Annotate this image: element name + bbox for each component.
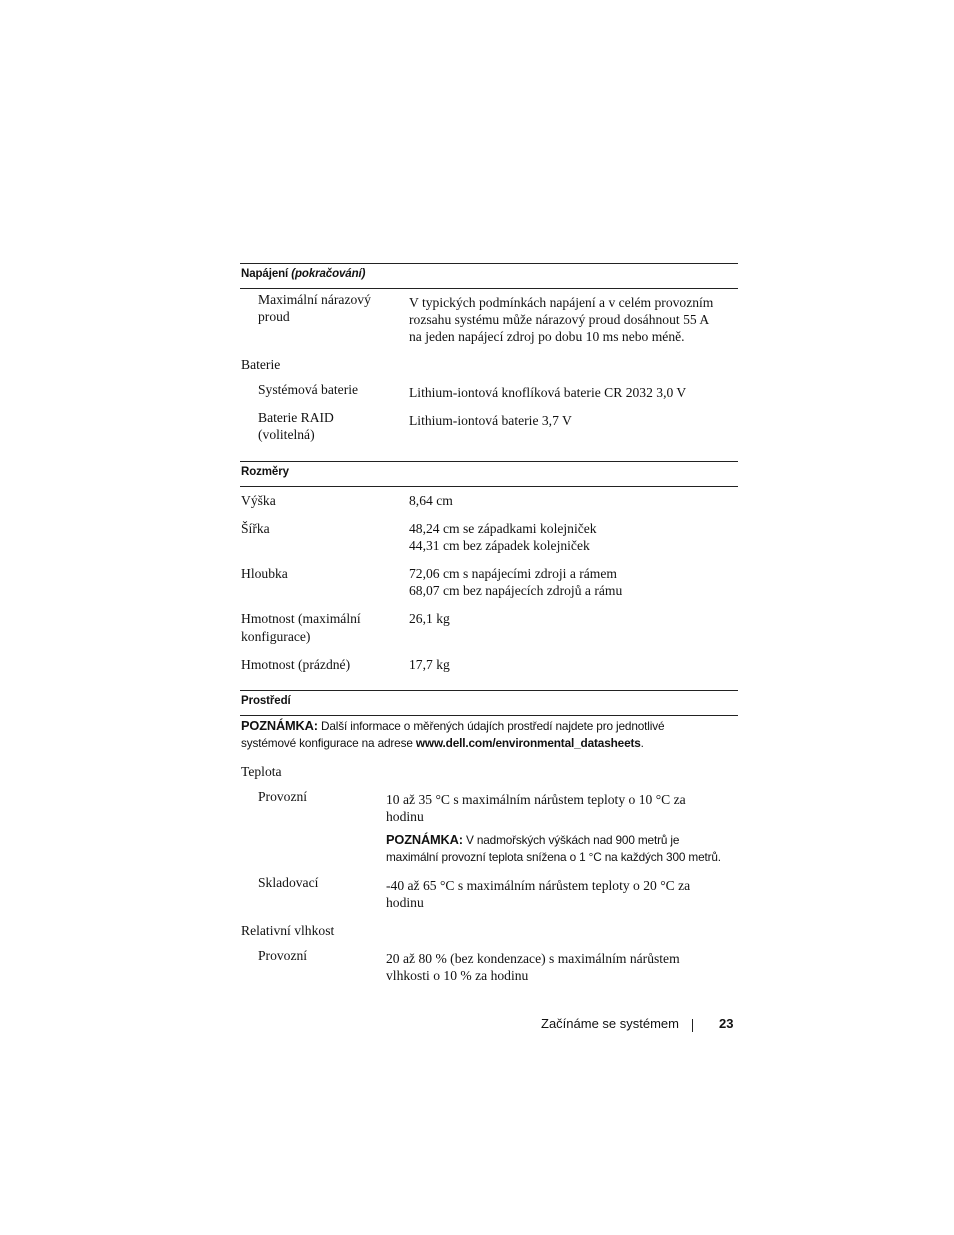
raid-battery-value: Lithium-iontová baterie 3,7 V — [409, 413, 572, 428]
depth-value-line: 68,07 cm bez napájecích zdrojů a rámu — [409, 583, 623, 598]
section-bottom-rule-power — [240, 288, 738, 289]
note-label: POZNÁMKA: — [241, 718, 318, 733]
weight-max-label-line: konfigurace) — [241, 629, 311, 644]
section-title-dimensions: Rozměry — [241, 466, 289, 478]
raid-battery-label-line: Baterie RAID — [258, 410, 334, 425]
temperature-label: Teplota — [241, 764, 282, 779]
operating-note-text: V nadmořských výškách nad 900 metrů je — [465, 833, 680, 847]
width-value-line: 48,24 cm se západkami kolejniček — [409, 521, 597, 536]
humidity-operating-label: Provozní — [258, 948, 308, 963]
section-title-power-main: Napájení — [241, 268, 289, 280]
width-value-line: 44,31 cm bez západek kolejniček — [409, 538, 590, 553]
humidity-label: Relativní vlhkost — [241, 923, 335, 938]
width-value — [409, 520, 597, 554]
batteries-label: Baterie — [241, 357, 281, 372]
depth-value — [409, 565, 622, 599]
temp-storage-label: Skladovací — [258, 875, 319, 890]
weight-max-label — [241, 610, 361, 645]
section-bottom-rule-dimensions — [240, 486, 738, 487]
section-title-environment: Prostředí — [241, 695, 291, 707]
operating-temp-note — [386, 831, 738, 866]
width-label: Šířka — [241, 521, 270, 536]
inrush-value-line: na jeden napájecí zdroj po dobu 10 ms nebo méně. — [409, 329, 685, 344]
humidity-operating-value-line: 20 až 80 % (bez kondenzace) s maximálním nárůstem — [386, 951, 680, 966]
temp-operating-value-line: 10 až 35 °C s maximálním nárůstem teploty o 10 °C za — [386, 792, 686, 807]
height-label: Výška — [241, 493, 276, 508]
temp-storage-value-line: hodinu — [386, 895, 424, 910]
weight-empty-label: Hmotnost (prázdné) — [241, 657, 351, 672]
section-title-power — [241, 268, 365, 280]
note-text: . — [640, 736, 644, 750]
height-value: 8,64 cm — [409, 493, 453, 508]
operating-note-text: maximální provozní teplota snížena o 1 °C na každých 300 metrů. — [386, 850, 721, 864]
humidity-operating-value — [386, 950, 680, 984]
temp-operating-value-line: hodinu — [386, 809, 424, 824]
inrush-label: Maximální nárazový proud — [258, 292, 371, 324]
temp-storage-value — [386, 877, 690, 911]
footer-separator — [692, 1019, 693, 1032]
depth-label: Hloubka — [241, 566, 288, 581]
inrush-value-line: rozsahu systému může nárazový proud dosáhnout 55 A — [409, 312, 710, 327]
temp-operating-label: Provozní — [258, 789, 308, 804]
section-top-rule-dimensions — [240, 461, 738, 462]
weight-max-value: 26,1 kg — [409, 611, 450, 626]
operating-note-label: POZNÁMKA: — [386, 832, 463, 847]
temp-operating-value — [386, 791, 686, 825]
raid-battery-label-line: (volitelná) — [258, 427, 315, 442]
temp-storage-value-line: -40 až 65 °C s maximálním nárůstem teploty o 20 °C za — [386, 878, 691, 893]
weight-max-label-line: Hmotnost (maximální — [241, 611, 361, 626]
inrush-value-line: V typických podmínkách napájení a v celém provozním — [409, 295, 714, 310]
inrush-value — [409, 294, 713, 345]
system-battery-value: Lithium-iontová knoflíková baterie CR 2032 3,0 V — [409, 385, 687, 400]
weight-empty-value: 17,7 kg — [409, 657, 450, 672]
raid-battery-label — [258, 409, 334, 443]
note-text: systémové konfigurace na adrese — [241, 736, 413, 750]
footer-chapter-title: Začínáme se systémem — [541, 1016, 679, 1031]
humidity-operating-value-line: vlhkosti o 10 % za hodinu — [386, 968, 529, 983]
system-battery-label: Systémová baterie — [258, 382, 359, 397]
page-number: 23 — [719, 1016, 734, 1031]
note-text: Další informace o měřených údajích prostředí najdete pro jednotlivé — [320, 719, 665, 733]
depth-value-line: 72,06 cm s napájecími zdroji a rámem — [409, 566, 617, 581]
datasheets-link[interactable]: www.dell.com/environmental_datasheets — [415, 736, 641, 750]
section-bottom-rule-environment — [240, 715, 738, 716]
environment-note — [241, 717, 738, 752]
section-top-rule-power — [240, 263, 738, 264]
section-top-rule-environment — [240, 690, 738, 691]
section-title-power-suffix: (pokračování) — [291, 268, 366, 280]
